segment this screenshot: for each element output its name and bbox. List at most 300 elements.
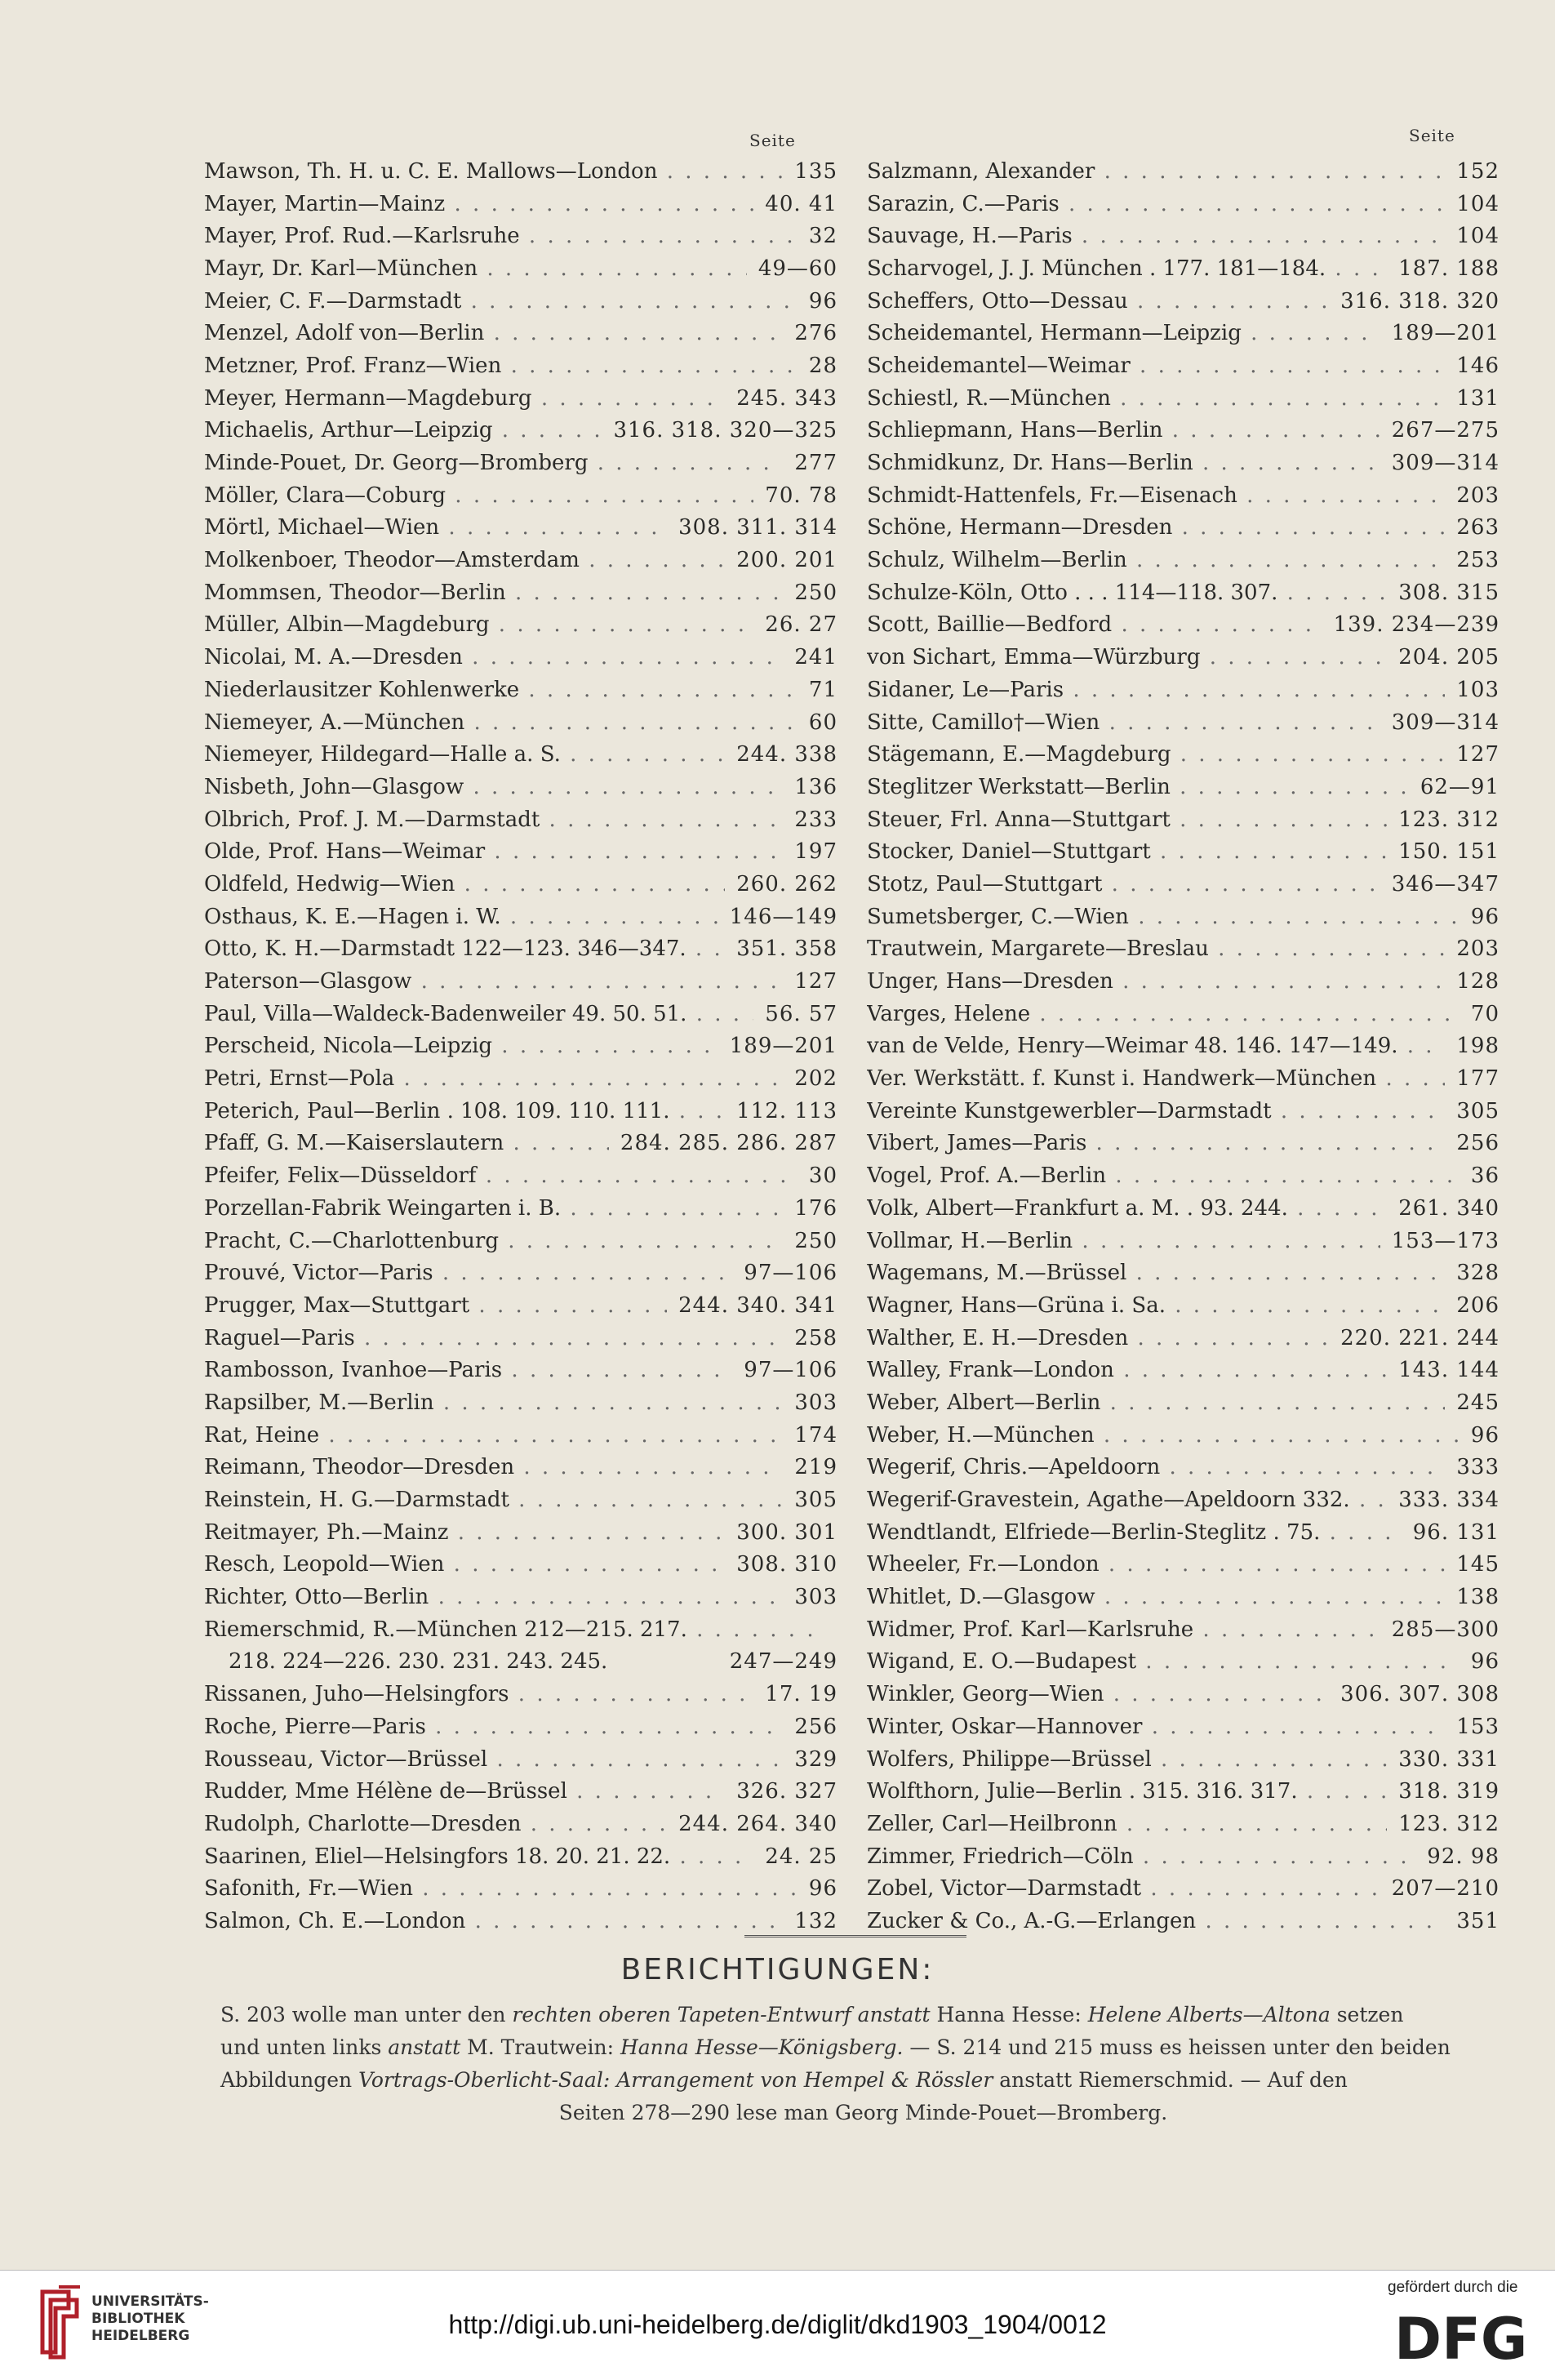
entry-pages: 24. 25 <box>753 1844 837 1869</box>
dfg-logo-icon <box>1394 2308 1533 2365</box>
index-entry <box>867 1549 1499 1581</box>
index-entry <box>204 544 837 576</box>
index-entry <box>204 641 837 674</box>
entry-name: Nisbeth, John—Glasgow . . . <box>204 775 783 799</box>
entry-pages: 241 <box>783 645 837 670</box>
entry-name: Stocker, Daniel—Stuttgart . . . <box>867 839 1387 864</box>
index-entry <box>867 512 1499 545</box>
entry-name: Müller, Albin—Magdeburg . . . <box>204 612 753 637</box>
entry-name: Schulz, Wilhelm—Berlin . . . <box>867 548 1445 572</box>
entry-pages: 103 <box>1445 678 1499 702</box>
entry-pages: 135 <box>783 159 837 184</box>
entry-name: Safonith, Fr.—Wien . . . <box>204 1876 797 1901</box>
entry-name: Mörtl, Michael—Wien . . . <box>204 515 667 540</box>
entry-pages: 245. 343 <box>725 386 837 411</box>
entry-name: Wendtlandt, Elfriede—Berlin-Steglitz . 75. . . . <box>867 1520 1402 1545</box>
entry-pages: 309—314 <box>1380 451 1499 475</box>
entry-pages: 96 <box>797 1876 837 1901</box>
entry-name: Whitlet, D.—Glasgow . . . <box>867 1585 1445 1609</box>
entry-name: Rudolph, Charlotte—Dresden . . . <box>204 1812 667 1836</box>
entry-name: Rat, Heine . . . <box>204 1423 783 1448</box>
entry-pages: 244. 338 <box>725 742 837 767</box>
entry-name: Vollmar, H.—Berlin . . . <box>867 1229 1380 1253</box>
entry-pages: 36 <box>1459 1163 1499 1188</box>
entry-pages: 104 <box>1445 224 1499 248</box>
entry-name: Steglitzer Werkstatt—Berlin . . . <box>867 775 1409 799</box>
index-entry <box>867 1062 1499 1095</box>
entry-name: Rissanen, Juho—Helsingfors . . . <box>204 1682 753 1706</box>
entry-pages: 153 <box>1445 1715 1499 1739</box>
index-entry <box>204 512 837 545</box>
index-entry <box>204 1905 837 1937</box>
viewer-footer <box>0 2270 1555 2380</box>
entry-pages: 153—173 <box>1380 1229 1499 1253</box>
index-entry <box>204 609 837 642</box>
entry-name: Schmidkunz, Dr. Hans—Berlin . . . <box>867 451 1380 475</box>
entry-pages: 204. 205 <box>1387 645 1499 670</box>
index-entry <box>204 1419 837 1452</box>
entry-pages: 328 <box>1445 1261 1499 1285</box>
entry-pages: 146 <box>1445 354 1499 378</box>
entry-pages: 351 <box>1445 1909 1499 1933</box>
index-entry <box>204 1095 837 1128</box>
entry-name: van de Velde, Henry—Weimar 48. 146. 147—149. . . . <box>867 1034 1445 1058</box>
entry-name: Walley, Frank—London . . . <box>867 1358 1387 1382</box>
index-entry <box>204 1613 837 1646</box>
entry-name: Meyer, Hermann—Magdeburg . . . <box>204 386 725 411</box>
index-entry <box>204 901 837 933</box>
entry-name: Zobel, Victor—Darmstadt . . . <box>867 1876 1380 1901</box>
entry-name: Sidaner, Le—Paris . . . <box>867 678 1445 702</box>
index-entry <box>204 252 837 285</box>
entry-pages: 316. 318. 320 <box>1329 289 1499 314</box>
index-entry <box>204 868 837 901</box>
index-entry <box>204 285 837 318</box>
entry-name: Scheidemantel, Hermann—Leipzig . . . <box>867 321 1380 345</box>
entry-name: Volk, Albert—Frankfurt a. M. . 93. 244. . . . <box>867 1196 1387 1221</box>
index-entry <box>204 479 837 512</box>
entry-name: Scharvogel, J. J. München . 177. 181—184. . . . <box>867 256 1387 281</box>
entry-pages: 247—249 <box>718 1649 837 1674</box>
entry-name: Schiestl, R.—München . . . <box>867 386 1445 411</box>
entry-name: Rousseau, Victor—Brüssel . . . <box>204 1747 783 1772</box>
entry-pages: 28 <box>797 354 837 378</box>
entry-pages: 318. 319 <box>1387 1779 1499 1804</box>
entry-name: Sumetsberger, C.—Wien . . . <box>867 905 1459 929</box>
entry-pages: 206 <box>1445 1293 1499 1318</box>
entry-name: Menzel, Adolf von—Berlin . . . <box>204 321 783 345</box>
entry-pages: 26. 27 <box>753 612 837 637</box>
entry-name: Stotz, Paul—Stuttgart . . . <box>867 872 1380 896</box>
index-entry <box>867 544 1499 576</box>
entry-name: Mawson, Th. H. u. C. E. Mallows—London . . . <box>204 159 783 184</box>
entry-pages: 305 <box>1445 1099 1499 1123</box>
entry-name: Sitte, Camillo†—Wien . . . <box>867 710 1380 735</box>
entry-pages: 245 <box>1445 1390 1499 1415</box>
entry-name: Roche, Pierre—Paris . . . <box>204 1715 783 1739</box>
entry-name: Peterich, Paul—Berlin . 108. 109. 110. 111. . . . <box>204 1099 725 1123</box>
entry-name: Resch, Leopold—Wien . . . <box>204 1552 725 1577</box>
entry-pages: 244. 264. 340 <box>667 1812 837 1836</box>
entry-name: Mayer, Prof. Rud.—Karlsruhe . . . <box>204 224 797 248</box>
entry-name: Trautwein, Margarete—Breslau . . . <box>867 936 1445 961</box>
index-entry <box>867 188 1499 220</box>
index-entry <box>204 1775 837 1808</box>
index-entry <box>867 415 1499 447</box>
entry-name: Olbrich, Prof. J. M.—Darmstadt . . . <box>204 807 783 832</box>
entry-pages: 308. 310 <box>725 1552 837 1577</box>
index-entry <box>867 1710 1499 1743</box>
entry-name: Prouvé, Victor—Paris . . . <box>204 1261 732 1285</box>
index-entry <box>204 1710 837 1743</box>
index-entry <box>204 1386 837 1419</box>
entry-pages: 139. 234—239 <box>1322 612 1499 637</box>
entry-name: Pfeifer, Felix—Düsseldorf . . . <box>204 1163 797 1188</box>
entry-pages: 198 <box>1445 1034 1499 1058</box>
entry-pages: 250 <box>783 581 837 605</box>
entry-pages: 176 <box>783 1196 837 1221</box>
entry-name: Sauvage, H.—Paris . . . <box>867 224 1445 248</box>
index-entry <box>867 1613 1499 1646</box>
index-entry <box>867 1840 1499 1873</box>
entry-pages: 316. 318. 320—325 <box>602 418 837 443</box>
entry-pages: 40. 41 <box>753 192 837 216</box>
entry-name: Wolfers, Philippe—Brüssel . . . <box>867 1747 1387 1772</box>
entry-pages: 127 <box>783 969 837 994</box>
library-name: UNIVERSITÄTS- BIBLIOTHEK HEIDELBERG <box>91 2293 209 2344</box>
entry-pages: 145 <box>1445 1552 1499 1577</box>
entry-name: Osthaus, K. E.—Hagen i. W. . . . <box>204 905 718 929</box>
index-entry <box>867 1386 1499 1419</box>
index-entry <box>204 1872 837 1905</box>
index-entry <box>867 1354 1499 1386</box>
entry-name: Zucker & Co., A.-G.—Erlangen . . . <box>867 1909 1445 1933</box>
index-entry <box>867 641 1499 674</box>
index-entry <box>867 1581 1499 1613</box>
entry-pages: 219 <box>783 1455 837 1479</box>
index-entry <box>204 835 837 868</box>
entry-name: Scott, Baillie—Bedford . . . <box>867 612 1322 637</box>
index-entry <box>204 188 837 220</box>
berichtigungen-title: BERICHTIGUNGEN: <box>620 1953 935 1986</box>
entry-name: Wegerif-Gravestein, Agathe—Apeldoorn 332. . . . <box>867 1488 1387 1512</box>
entry-pages: 330. 331 <box>1387 1747 1499 1772</box>
entry-pages: 351. 358 <box>725 936 837 961</box>
entry-pages: 150. 151 <box>1387 839 1499 864</box>
index-entry <box>867 1516 1499 1549</box>
index-entry <box>204 803 837 836</box>
entry-name: Meier, C. F.—Darmstadt . . . <box>204 289 797 314</box>
entry-pages: 306. 307. 308 <box>1329 1682 1499 1706</box>
entry-pages: 202 <box>783 1066 837 1091</box>
entry-name: von Sichart, Emma—Würzburg . . . <box>867 645 1387 670</box>
entry-name: Niederlausitzer Kohlenwerke . . . <box>204 678 797 702</box>
entry-name: Zimmer, Friedrich—Cöln . . . <box>867 1844 1415 1869</box>
entry-pages: 263 <box>1445 515 1499 540</box>
entry-pages: 256 <box>1445 1131 1499 1155</box>
entry-name: Mommsen, Theodor—Berlin . . . <box>204 581 783 605</box>
entry-pages: 96. 131 <box>1402 1520 1499 1545</box>
entry-pages: 97—106 <box>732 1261 837 1285</box>
index-entry <box>204 382 837 415</box>
entry-name: Mayer, Martin—Mainz . . . <box>204 192 753 216</box>
index-entry <box>204 576 837 609</box>
entry-name: Schulze-Köln, Otto . . . 114—118. 307. . . . <box>867 581 1387 605</box>
index-entry <box>867 998 1499 1030</box>
index-entry <box>204 1225 837 1257</box>
berichtigungen-line-1: S. 203 wolle man unter den rechten oberen Tapeten-Entwurf anstatt Hanna Hesse: Helene Alberts—Altona setzen <box>220 2003 1404 2026</box>
entry-name: Möller, Clara—Coburg . . . <box>204 483 753 508</box>
index-entry <box>867 1159 1499 1192</box>
entry-pages: 136 <box>783 775 837 799</box>
entry-name: Reimann, Theodor—Dresden . . . <box>204 1455 783 1479</box>
index-entry <box>867 479 1499 512</box>
index-entry <box>204 220 837 252</box>
entry-pages: 123. 312 <box>1387 807 1499 832</box>
index-entry <box>204 1030 837 1063</box>
entry-pages: 309—314 <box>1380 710 1499 735</box>
berichtigungen-line-3: Abbildungen Vortrags-Oberlicht-Saal: Arrangement von Hempel & Rössler anstatt Riemerschmid. — Auf den <box>220 2068 1348 2092</box>
index-entry <box>204 1646 837 1679</box>
entry-name: Paul, Villa—Waldeck-Badenweiler 49. 50. 51. . . . <box>204 1002 753 1026</box>
index-entry <box>867 1225 1499 1257</box>
entry-name: Nicolai, M. A.—Dresden . . . <box>204 645 783 670</box>
index-entry <box>867 674 1499 706</box>
entry-name: Pracht, C.—Charlottenburg . . . <box>204 1229 783 1253</box>
index-entry <box>867 1872 1499 1905</box>
entry-pages: 97—106 <box>732 1358 837 1382</box>
entry-name: Wheeler, Fr.—London . . . <box>867 1552 1445 1577</box>
entry-name: Niemeyer, Hildegard—Halle a. S. . . . <box>204 742 725 767</box>
entry-name: Stägemann, E.—Magdeburg . . . <box>867 742 1445 767</box>
index-entry <box>204 1159 837 1192</box>
entry-name: Vereinte Kunstgewerbler—Darmstadt . . . <box>867 1099 1445 1123</box>
entry-pages: 258 <box>783 1326 837 1350</box>
entry-pages: 308. 311. 314 <box>667 515 837 540</box>
entry-pages: 308. 315 <box>1387 581 1499 605</box>
entry-pages: 276 <box>783 321 837 345</box>
entry-name: Rudder, Mme Hélène de—Brüssel . . . <box>204 1779 725 1804</box>
index-entry <box>204 738 837 771</box>
entry-pages: 220. 221. 244 <box>1329 1326 1499 1350</box>
entry-name: Metzner, Prof. Franz—Wien . . . <box>204 354 797 378</box>
index-entry <box>867 933 1499 966</box>
entry-name: Walther, E. H.—Dresden . . . <box>867 1326 1329 1350</box>
document-url-link[interactable]: http://digi.ub.uni-heidelberg.de/diglit/dkd1903_1904/0012 <box>448 2310 1107 2339</box>
entry-pages: 112. 113 <box>725 1099 837 1123</box>
index-entry <box>867 382 1499 415</box>
entry-name: Rapsilber, M.—Berlin . . . <box>204 1390 783 1415</box>
index-entry <box>867 771 1499 803</box>
index-entry <box>204 933 837 966</box>
index-entry <box>204 1289 837 1322</box>
entry-pages: 189—201 <box>718 1034 837 1058</box>
index-column-left <box>204 155 837 1937</box>
entry-pages: 17. 19 <box>753 1682 837 1706</box>
berichtigungen-text <box>220 1999 1506 2129</box>
entry-pages: 203 <box>1445 483 1499 508</box>
entry-name: Oldfeld, Hedwig—Wien . . . <box>204 872 725 896</box>
entry-pages: 96 <box>797 289 837 314</box>
entry-pages: 203 <box>1445 936 1499 961</box>
entry-name: Pfaff, G. M.—Kaiserslautern . . . <box>204 1131 609 1155</box>
entry-name: Wagner, Hans—Grüna i. Sa. . . . <box>867 1293 1445 1318</box>
index-entry <box>204 771 837 803</box>
entry-name: Mayr, Dr. Karl—München . . . <box>204 256 747 281</box>
index-entry <box>204 415 837 447</box>
entry-pages: 96 <box>1459 905 1499 929</box>
entry-pages: 267—275 <box>1380 418 1499 443</box>
index-entry <box>867 447 1499 479</box>
index-entry <box>204 1062 837 1095</box>
entry-pages: 62—91 <box>1409 775 1499 799</box>
index-entry <box>867 285 1499 318</box>
index-entry <box>204 155 837 188</box>
entry-pages: 146—149 <box>718 905 837 929</box>
entry-name: Petri, Ernst—Pola . . . <box>204 1066 783 1091</box>
entry-name: Weber, Albert—Berlin . . . <box>867 1390 1445 1415</box>
entry-name: Steuer, Frl. Anna—Stuttgart . . . <box>867 807 1387 832</box>
index-entry <box>867 252 1499 285</box>
entry-pages: 300. 301 <box>725 1520 837 1545</box>
entry-name: Unger, Hans—Dresden . . . <box>867 969 1445 994</box>
entry-name: Vogel, Prof. A.—Berlin . . . <box>867 1163 1459 1188</box>
seite-header-right: Seite <box>1409 126 1455 145</box>
index-entry <box>867 576 1499 609</box>
index-entry <box>204 447 837 479</box>
entry-name: Wegerif, Chris.—Apeldoorn . . . <box>867 1455 1445 1479</box>
index-entry <box>867 155 1499 188</box>
entry-name: 218. 224—226. 230. 231. 243. 245. <box>229 1649 608 1675</box>
index-entry <box>204 965 837 998</box>
index-entry <box>204 349 837 382</box>
index-entry <box>204 1581 837 1613</box>
entry-pages: 244. 340. 341 <box>667 1293 837 1318</box>
entry-name: Salmon, Ch. E.—London . . . <box>204 1909 783 1933</box>
entry-pages: 143. 144 <box>1387 1358 1499 1382</box>
entry-pages: 200. 201 <box>725 548 837 572</box>
entry-pages: 49—60 <box>747 256 837 281</box>
entry-pages: 32 <box>797 224 837 248</box>
index-entry <box>204 1322 837 1355</box>
entry-name: Schmidt-Hattenfels, Fr.—Eisenach . . . <box>867 483 1445 508</box>
entry-pages: 256 <box>783 1715 837 1739</box>
entry-name: Salzmann, Alexander . . . <box>867 159 1445 184</box>
entry-pages: 60 <box>797 710 837 735</box>
entry-name: Ver. Werkstätt. f. Kunst i. Handwerk—München . . . <box>867 1066 1445 1091</box>
index-entry <box>867 835 1499 868</box>
entry-name: Schöne, Hermann—Dresden . . . <box>867 515 1445 540</box>
index-entry <box>204 706 837 739</box>
index-entry <box>867 1905 1499 1937</box>
entry-name: Zeller, Carl—Heilbronn . . . <box>867 1812 1387 1836</box>
entry-pages: 70. 78 <box>753 483 837 508</box>
index-entry <box>867 1484 1499 1516</box>
entry-pages: 284. 285. 286. 287 <box>609 1131 837 1155</box>
entry-pages: 250 <box>783 1229 837 1253</box>
entry-pages: 96 <box>1459 1649 1499 1674</box>
entry-pages: 303 <box>783 1585 837 1609</box>
index-entry <box>867 1322 1499 1355</box>
entry-pages: 187. 188 <box>1387 256 1499 281</box>
index-entry <box>204 1257 837 1289</box>
index-entry <box>204 674 837 706</box>
entry-name: Porzellan-Fabrik Weingarten i. B. . . . <box>204 1196 783 1221</box>
entry-pages: 104 <box>1445 192 1499 216</box>
entry-pages: 56. 57 <box>753 1002 837 1026</box>
index-entry <box>867 1128 1499 1160</box>
index-entry <box>867 1289 1499 1322</box>
entry-name: Richter, Otto—Berlin . . . <box>204 1585 783 1609</box>
index-entry <box>867 1419 1499 1452</box>
index-entry <box>867 1030 1499 1063</box>
entry-pages: 131 <box>1445 386 1499 411</box>
entry-name: Reinstein, H. G.—Darmstadt . . . <box>204 1488 783 1512</box>
index-entry <box>204 1840 837 1873</box>
entry-name: Olde, Prof. Hans—Weimar . . . <box>204 839 783 864</box>
index-entry <box>204 1516 837 1549</box>
entry-name: Weber, H.—München . . . <box>867 1423 1459 1448</box>
index-column-right <box>867 155 1499 1937</box>
index-entry <box>204 998 837 1030</box>
entry-pages: 174 <box>783 1423 837 1448</box>
entry-pages: 127 <box>1445 742 1499 767</box>
entry-pages: 128 <box>1445 969 1499 994</box>
berichtigungen-line-4: Seiten 278—290 lese man Georg Minde-Pouet—Bromberg. <box>558 2101 1168 2124</box>
entry-pages: 233 <box>783 807 837 832</box>
entry-name: Riemerschmid, R.—München 212—215. 217. . . . <box>204 1617 826 1642</box>
entry-pages: 70 <box>1459 1002 1499 1026</box>
entry-name: Rambosson, Ivanhoe—Paris . . . <box>204 1358 732 1382</box>
dfg-logo-text: DFG <box>1394 2308 1528 2365</box>
index-entry <box>204 1128 837 1160</box>
entry-pages: 152 <box>1445 159 1499 184</box>
index-entry <box>867 1808 1499 1840</box>
index-entry <box>204 1549 837 1581</box>
entry-name: Scheidemantel—Weimar . . . <box>867 354 1445 378</box>
index-entry <box>204 1354 837 1386</box>
entry-pages: 305 <box>783 1488 837 1512</box>
index-entry <box>867 1452 1499 1484</box>
entry-name: Otto, K. H.—Darmstadt 122—123. 346—347. . . . <box>204 936 725 961</box>
index-entry <box>867 1743 1499 1776</box>
entry-pages: 177 <box>1445 1066 1499 1091</box>
index-entry <box>867 609 1499 642</box>
entry-pages: 253 <box>1445 548 1499 572</box>
entry-pages: 92. 98 <box>1415 1844 1499 1869</box>
entry-pages: 123. 312 <box>1387 1812 1499 1836</box>
entry-pages: 197 <box>783 839 837 864</box>
entry-name: Prugger, Max—Stuttgart . . . <box>204 1293 667 1318</box>
index-entry <box>867 1678 1499 1710</box>
entry-name: Raguel—Paris . . . <box>204 1326 783 1350</box>
index-entry <box>204 1484 837 1516</box>
index-entry <box>867 965 1499 998</box>
index-entry <box>867 1192 1499 1225</box>
entry-name: Perscheid, Nicola—Leipzig . . . <box>204 1034 718 1058</box>
index-entry <box>867 738 1499 771</box>
entry-name: Reitmayer, Ph.—Mainz . . . <box>204 1520 725 1545</box>
entry-pages: 30 <box>797 1163 837 1188</box>
entry-name: Minde-Pouet, Dr. Georg—Bromberg . . . <box>204 451 783 475</box>
entry-name: Sarazin, C.—Paris . . . <box>867 192 1445 216</box>
entry-name: Widmer, Prof. Karl—Karlsruhe . . . <box>867 1617 1380 1642</box>
entry-pages: 189—201 <box>1380 321 1499 345</box>
section-divider <box>744 1935 966 1940</box>
entry-name: Molkenboer, Theodor—Amsterdam . . . <box>204 548 725 572</box>
index-entry <box>867 706 1499 739</box>
entry-pages: 261. 340 <box>1387 1196 1499 1221</box>
